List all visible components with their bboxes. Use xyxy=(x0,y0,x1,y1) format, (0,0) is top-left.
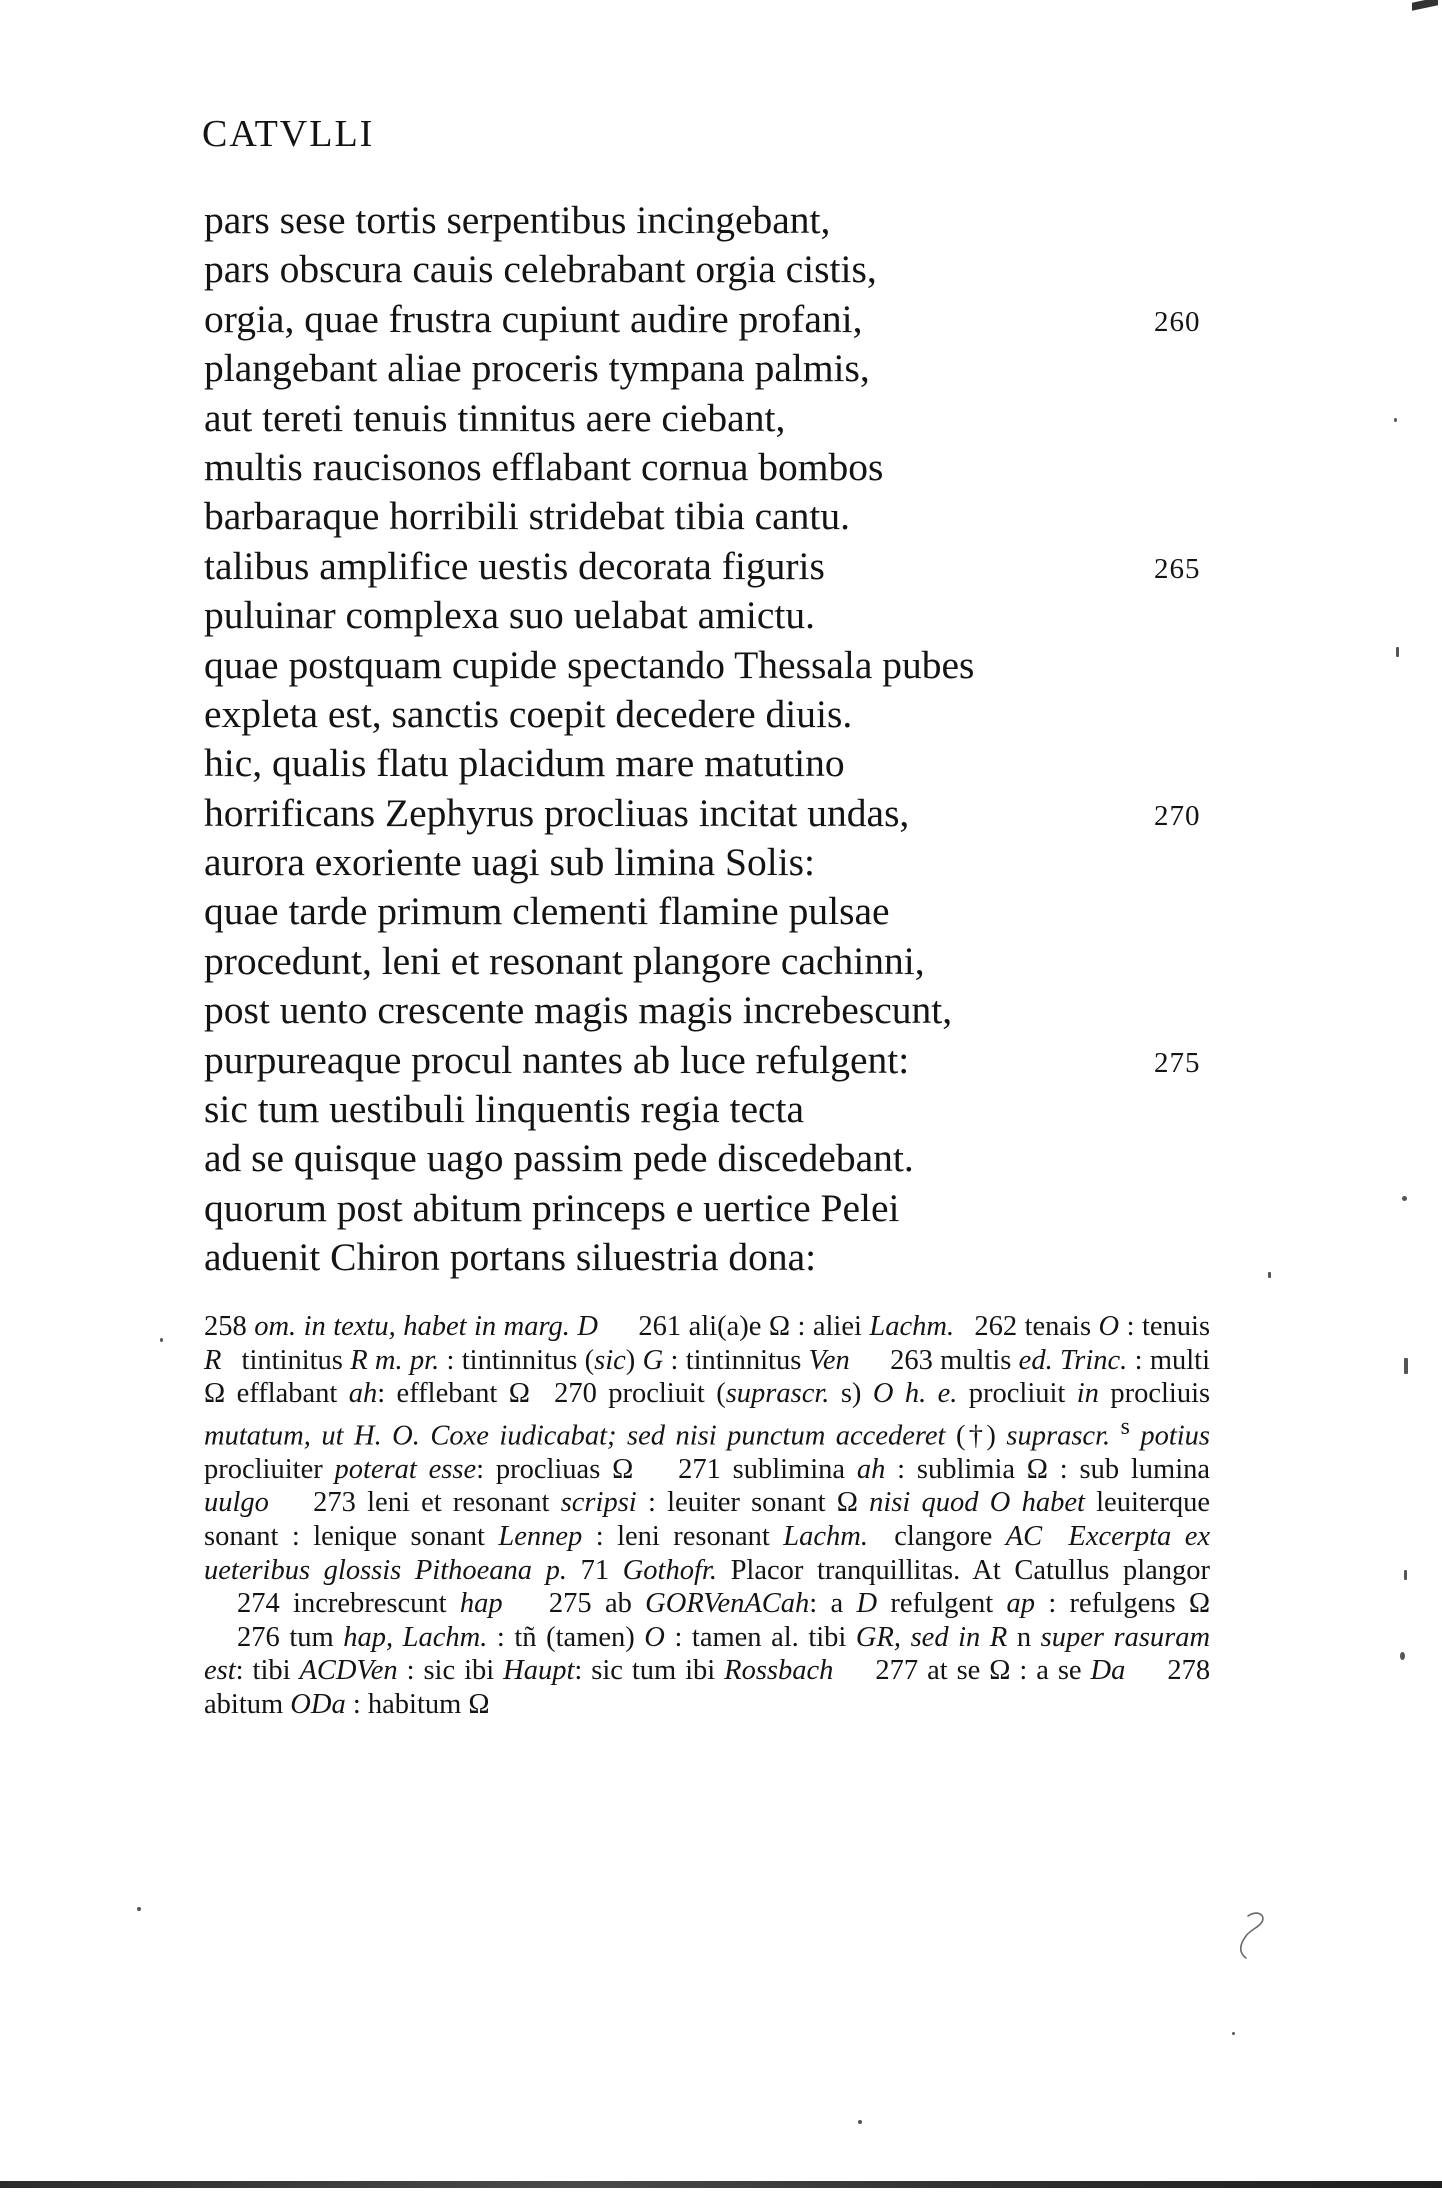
apparatus-note: ali(a)e Ω : aliei xyxy=(688,1311,862,1342)
margin-speck xyxy=(1404,1358,1408,1374)
apparatus-note: om. in textu, habet in marg. D xyxy=(254,1311,598,1342)
apparatus-siglum: ODa xyxy=(290,1689,346,1721)
verse-line xyxy=(204,1085,1224,1134)
apparatus-remark: scripsi xyxy=(560,1487,637,1519)
verse-line xyxy=(204,1134,1224,1183)
apparatus-line-ref: 261 xyxy=(638,1311,682,1342)
apparatus-note: multis xyxy=(940,1344,1012,1376)
apparatus-note: : multi Ω efflabant xyxy=(204,1344,1210,1410)
apparatus-siglum: AC xyxy=(1005,1521,1043,1553)
apparatus-line-ref: 271 xyxy=(678,1453,721,1485)
verse-text: post uento crescente magis magis increbescunt, xyxy=(204,988,953,1033)
apparatus-siglum: Da xyxy=(1090,1655,1126,1687)
apparatus-note: s xyxy=(1120,1413,1130,1440)
apparatus-siglum: ap xyxy=(1006,1588,1036,1620)
verse-text: aduenit Chiron portans siluestria dona: xyxy=(204,1235,817,1280)
apparatus-note: procliuiter xyxy=(204,1453,323,1485)
apparatus-note: : sic tum ibi xyxy=(574,1655,716,1687)
verse-line xyxy=(204,344,1224,393)
apparatus-note: abitum xyxy=(204,1689,284,1721)
verse-line xyxy=(204,838,1224,887)
verse-text: sic tum uestibuli linquentis regia tecta xyxy=(204,1087,805,1132)
apparatus-line-ref: 262 xyxy=(974,1311,1018,1342)
apparatus-note: : leuiter sonant Ω xyxy=(647,1487,858,1519)
apparatus-remark: Excerpta ex ueteribus glossis Pithoeana p. xyxy=(204,1521,1211,1586)
apparatus-siglum: O h. e. xyxy=(872,1378,958,1410)
apparatus-note: 71 xyxy=(580,1554,610,1586)
margin-speck xyxy=(1396,647,1399,657)
apparatus-remark: sic xyxy=(594,1344,626,1376)
verse-text: orgia, quae frustra cupiunt audire profani, xyxy=(204,296,863,341)
margin-speck xyxy=(1268,1272,1271,1278)
apparatus-note: Placor tranquillitas. At Catullus plangor xyxy=(730,1554,1211,1586)
apparatus-note: procliuit xyxy=(968,1378,1066,1410)
apparatus-note: increbrescunt xyxy=(293,1588,447,1620)
page-bottom-edge xyxy=(0,2181,1442,2188)
margin-speck xyxy=(1394,418,1397,422)
apparatus-siglum: D xyxy=(856,1588,878,1620)
verse-text: talibus amplifice uestis decorata figuris xyxy=(204,543,825,588)
apparatus-siglum: G xyxy=(642,1344,664,1376)
apparatus-note: : a xyxy=(809,1588,844,1620)
apparatus-note: s) xyxy=(840,1378,862,1410)
apparatus-line-ref: 276 xyxy=(237,1621,280,1653)
margin-speck xyxy=(1400,1652,1405,1660)
margin-speck xyxy=(160,1338,163,1342)
verse-line xyxy=(204,690,1224,739)
apparatus-line-ref: 278 xyxy=(1167,1655,1211,1687)
apparatus-note: procliuit ( xyxy=(608,1378,726,1410)
apparatus-note: tenais xyxy=(1024,1311,1092,1342)
apparatus-siglum: hap xyxy=(459,1588,503,1620)
apparatus-note: : leni resonant xyxy=(595,1521,770,1553)
verse-line xyxy=(204,739,1224,788)
verse-line xyxy=(204,937,1224,986)
apparatus-siglum: Lennep xyxy=(498,1521,583,1553)
apparatus-siglum: Ven xyxy=(808,1344,850,1376)
verse-text: expleta est, sanctis coepit decedere diuis. xyxy=(204,691,853,736)
verse-line xyxy=(204,1184,1224,1233)
line-number: 275 xyxy=(1154,1046,1201,1079)
apparatus-note: : procliuas Ω xyxy=(476,1453,634,1485)
apparatus-siglum: ACDVen xyxy=(299,1655,398,1687)
apparatus-siglum: Gothofr. xyxy=(622,1554,717,1586)
apparatus-note: tum xyxy=(289,1621,334,1653)
apparatus-note: ab xyxy=(604,1588,632,1620)
verse-text: multis raucisonos efflabant cornua bombos xyxy=(204,444,884,489)
apparatus-line-ref: 270 xyxy=(554,1378,597,1410)
apparatus-note: : tintinnitus ( xyxy=(446,1344,595,1376)
verse-line xyxy=(204,887,1224,936)
verse-text: procedunt, leni et resonant plangore cachinni, xyxy=(204,938,925,983)
margin-speck xyxy=(858,2120,862,2124)
apparatus-remark: uulgo xyxy=(204,1487,269,1519)
margin-speck xyxy=(1402,1196,1407,1201)
apparatus-note: clangore xyxy=(894,1521,993,1553)
apparatus-siglum: O xyxy=(1098,1311,1120,1342)
verse-line xyxy=(204,443,1224,492)
verse-text: aut tereti tenuis tinnitus aere ciebant, xyxy=(204,395,786,440)
verse-text: plangebant aliae proceris tympana palmis, xyxy=(204,346,870,391)
verse-text: quae tarde primum clementi flamine pulsae xyxy=(204,889,890,934)
apparatus-siglum: hap, Lachm. xyxy=(343,1621,488,1653)
apparatus-siglum: ed. Trinc. xyxy=(1018,1344,1128,1376)
apparatus-note: : tibi xyxy=(235,1655,291,1687)
apparatus-line-ref: 274 xyxy=(237,1588,280,1620)
apparatus-line-ref: 275 xyxy=(548,1588,592,1620)
critical-apparatus xyxy=(204,1310,1210,1722)
verse-line xyxy=(204,1233,1224,1282)
apparatus-siglum: ah xyxy=(856,1453,886,1485)
margin-speck xyxy=(1232,2032,1235,2035)
apparatus-note: refulgent xyxy=(890,1588,994,1620)
apparatus-siglum: GORVenACah xyxy=(645,1588,810,1620)
apparatus-siglum: Rossbach xyxy=(724,1655,834,1687)
verse-text: puluinar complexa suo uelabat amictu. xyxy=(204,593,815,638)
apparatus-note: : sublimia Ω : sub lumina xyxy=(897,1453,1211,1485)
apparatus-remark: potius xyxy=(1140,1420,1211,1452)
verse-line xyxy=(204,789,1224,838)
line-number: 265 xyxy=(1154,552,1201,585)
apparatus-note: : sic ibi xyxy=(406,1655,495,1687)
margin-speck xyxy=(137,1907,141,1911)
apparatus-siglum: R m. pr. xyxy=(350,1344,440,1376)
apparatus-line-ref: 258 xyxy=(204,1311,247,1342)
apparatus-remark: suprascr. xyxy=(725,1378,830,1410)
pencil-annotation-icon xyxy=(1232,1908,1276,1972)
verse-text: pars sese tortis serpentibus incingebant, xyxy=(204,198,831,242)
apparatus-note: : tñ (tamen) xyxy=(496,1621,635,1653)
apparatus-remark: in xyxy=(1076,1378,1099,1410)
apparatus-siglum: R xyxy=(204,1344,222,1376)
verse-text: barbaraque horribili stridebat tibia cantu. xyxy=(204,494,851,539)
verse-text: horrificans Zephyrus procliuas incitat undas, xyxy=(204,790,910,835)
verse-line xyxy=(204,591,1224,640)
apparatus-note: procliuis xyxy=(1110,1378,1211,1410)
margin-speck xyxy=(1404,1570,1407,1580)
apparatus-note: n xyxy=(1016,1621,1032,1653)
verse-text: pars obscura cauis celebrabant orgia cistis, xyxy=(204,247,877,292)
apparatus-note: : tamen al. tibi xyxy=(674,1621,847,1653)
verse-text: quorum post abitum princeps e uertice Pelei xyxy=(204,1185,900,1230)
verse-line xyxy=(204,492,1224,541)
apparatus-siglum: ah xyxy=(348,1378,378,1410)
apparatus-note: : tintinnitus xyxy=(670,1344,802,1376)
apparatus-note: : efflebant Ω xyxy=(377,1378,530,1410)
apparatus-siglum: Lachm. xyxy=(783,1521,868,1553)
verse-text: aurora exoriente uagi sub limina Solis: xyxy=(204,840,816,885)
apparatus-remark: super rasuram est xyxy=(204,1621,1211,1687)
running-title: CATVLLI xyxy=(202,113,375,155)
apparatus-siglum: Lachm. xyxy=(869,1311,955,1342)
poem-text xyxy=(204,196,1224,1283)
apparatus-note: ) xyxy=(625,1344,636,1376)
apparatus-siglum: Haupt xyxy=(503,1655,575,1687)
apparatus-line-ref: 277 xyxy=(875,1655,919,1687)
apparatus-remark: nisi quod O habet xyxy=(869,1487,1085,1519)
page-edge-mark xyxy=(1412,0,1438,11)
apparatus-remark: poterat esse xyxy=(334,1453,477,1485)
apparatus-note: at se Ω : a se xyxy=(927,1655,1082,1687)
apparatus-note: sublimina xyxy=(732,1453,846,1485)
line-number: 260 xyxy=(1154,305,1201,338)
apparatus-note: leni et resonant xyxy=(367,1487,550,1519)
verse-text: quae postquam cupide spectando Thessala pubes xyxy=(204,642,975,687)
apparatus-line-ref: 273 xyxy=(313,1487,356,1519)
verse-line xyxy=(204,394,1224,443)
verse-line xyxy=(204,295,1224,344)
apparatus-siglum: GR, sed in R xyxy=(855,1621,1008,1653)
apparatus-remark: suprascr. xyxy=(1006,1420,1111,1452)
verse-line xyxy=(204,542,1224,591)
apparatus-note: tintinitus xyxy=(241,1344,343,1376)
apparatus-note: : tenuis xyxy=(1126,1311,1211,1342)
verse-line xyxy=(204,245,1224,294)
apparatus-note: leuiterque sonant : lenique sonant xyxy=(204,1487,1211,1553)
verse-line xyxy=(204,1036,1224,1085)
apparatus-line-ref: 263 xyxy=(890,1344,933,1376)
apparatus-siglum: O xyxy=(644,1621,665,1653)
apparatus-note: : refulgens Ω xyxy=(1048,1588,1211,1620)
verse-line xyxy=(204,986,1224,1035)
apparatus-note: : habitum Ω xyxy=(352,1689,490,1721)
line-number: 270 xyxy=(1154,799,1201,832)
verse-text: hic, qualis flatu placidum mare matutino xyxy=(204,741,845,786)
apparatus-remark: mutatum, ut H. O. Coxe iudicabat; sed nisi punctum accederet xyxy=(204,1420,946,1452)
verse-line xyxy=(204,641,1224,690)
verse-text: purpureaque procul nantes ab luce refulgent: xyxy=(204,1037,910,1082)
verse-line xyxy=(204,196,1224,245)
apparatus-note: (†) xyxy=(955,1420,996,1452)
verse-text: ad se quisque uago passim pede discedebant. xyxy=(204,1136,914,1181)
